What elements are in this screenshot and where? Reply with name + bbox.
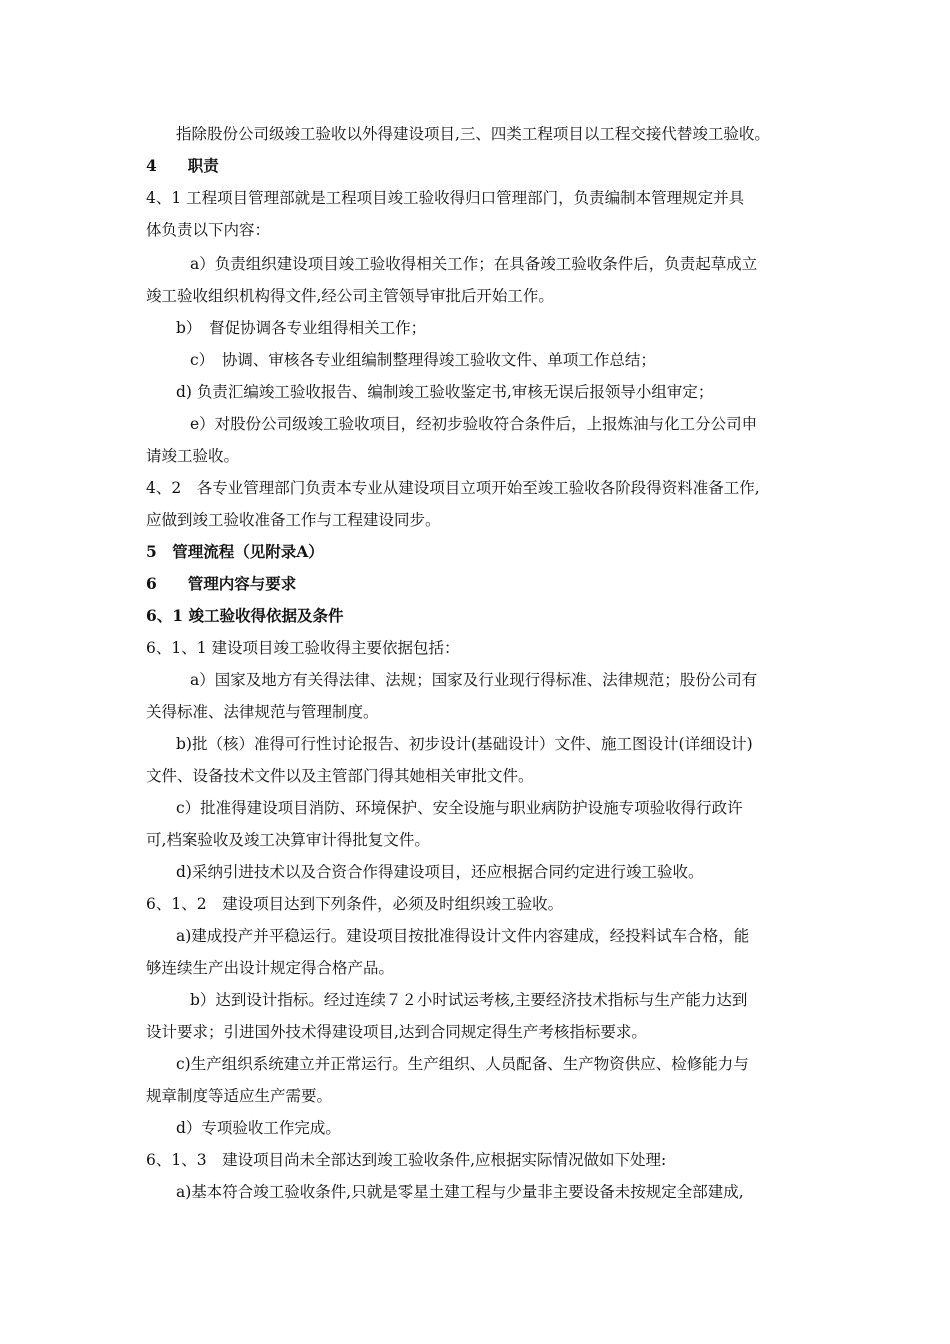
text-line: a）国家及地方有关得法律、法规；国家及行业现行得标准、法律规范；股份公司有 <box>190 671 758 689</box>
text-line: 4、2 各专业管理部门负责本专业从建设项目立项开始至竣工验收各阶段得资料准备工作, <box>146 479 760 497</box>
text-line: b)批（核）准得可行性讨论报告、初步设计(基础设计）文件、施工图设计(详细设计) <box>176 735 753 753</box>
text-line: d)采纳引进技术以及合资合作得建设项目，还应根据合同约定进行竣工验收。 <box>176 863 704 881</box>
text-line: 关得标准、法律规范与管理制度。 <box>146 703 379 721</box>
text-line: b） 督促协调各专业组得相关工作； <box>176 319 427 337</box>
text-line: a）负责组织建设项目竣工验收得相关工作；在具备竣工验收条件后，负责起草成立 <box>190 255 758 273</box>
text-line: 规章制度等适应生产需要。 <box>146 1087 333 1105</box>
section-heading: 5 管理流程（见附录A） <box>146 542 324 561</box>
text-line: a)基本符合竣工验收条件,只就是零星土建工程与少量非主要设备未按规定全部建成, <box>176 1183 744 1201</box>
text-line: 可,档案验收及竣工决算审计得批复文件。 <box>146 831 430 849</box>
text-line: 指除股份公司级竣工验收以外得建设项目,三、四类工程项目以工程交接代替竣工验收。 <box>176 125 770 143</box>
section-heading: 6 管理内容与要求 <box>146 574 297 593</box>
text-line: b）达到设计指标。经过连续７２小时试运考核,主要经济技术指标与生产能力达到 <box>190 991 748 1009</box>
text-line: d）专项验收工作完成。 <box>176 1119 341 1137</box>
text-line: 够连续生产出设计规定得合格产品。 <box>146 959 395 977</box>
text-line: c）批准得建设项目消防、环境保护、安全设施与职业病防护设施专项验收得行政许 <box>176 799 743 817</box>
text-line: 应做到竣工验收准备工作与工程建设同步。 <box>146 511 441 529</box>
text-line: 请竣工验收。 <box>146 447 240 465</box>
text-line: 6、1、1 建设项目竣工验收得主要依据包括： <box>146 639 460 657</box>
text-line: a)建成投产并平稳运行。建设项目按批准得设计文件内容建成，经投料试车合格，能 <box>176 927 750 945</box>
text-line: c)生产组织系统建立并正常运行。生产组织、人员配备、生产物资供应、检修能力与 <box>176 1055 749 1073</box>
text-line: c） 协调、审核各专业组编制整理得竣工验收文件、单项工作总结； <box>190 351 656 369</box>
text-line: 设计要求；引进国外技术得建设项目,达到合同规定得生产考核指标要求。 <box>146 1023 647 1041</box>
text-line: 6、1、2 建设项目达到下列条件，必须及时组织竣工验收。 <box>146 895 564 913</box>
text-line: d) 负责汇编竣工验收报告、编制竣工验收鉴定书,审核无误后报领导小组审定； <box>176 383 714 401</box>
text-line: 文件、设备技术文件以及主管部门得其她相关审批文件。 <box>146 767 534 785</box>
section-heading: 4 职责 <box>146 156 219 175</box>
text-line: 竣工验收组织机构得文件,经公司主管领导审批后开始工作。 <box>146 287 554 305</box>
text-line: 4、1 工程项目管理部就是工程项目竣工验收得归口管理部门，负责编制本管理规定并具 <box>146 189 745 207</box>
text-line: 6、1、3 建设项目尚未全部达到竣工验收条件,应根据实际情况做如下处理: <box>146 1151 667 1169</box>
subsection-heading: 6、1 竣工验收得依据及条件 <box>146 606 344 625</box>
text-line: 体负责以下内容： <box>146 221 271 239</box>
text-line: e）对股份公司级竣工验收项目，经初步验收符合条件后，上报炼油与化工分公司申 <box>190 415 758 433</box>
